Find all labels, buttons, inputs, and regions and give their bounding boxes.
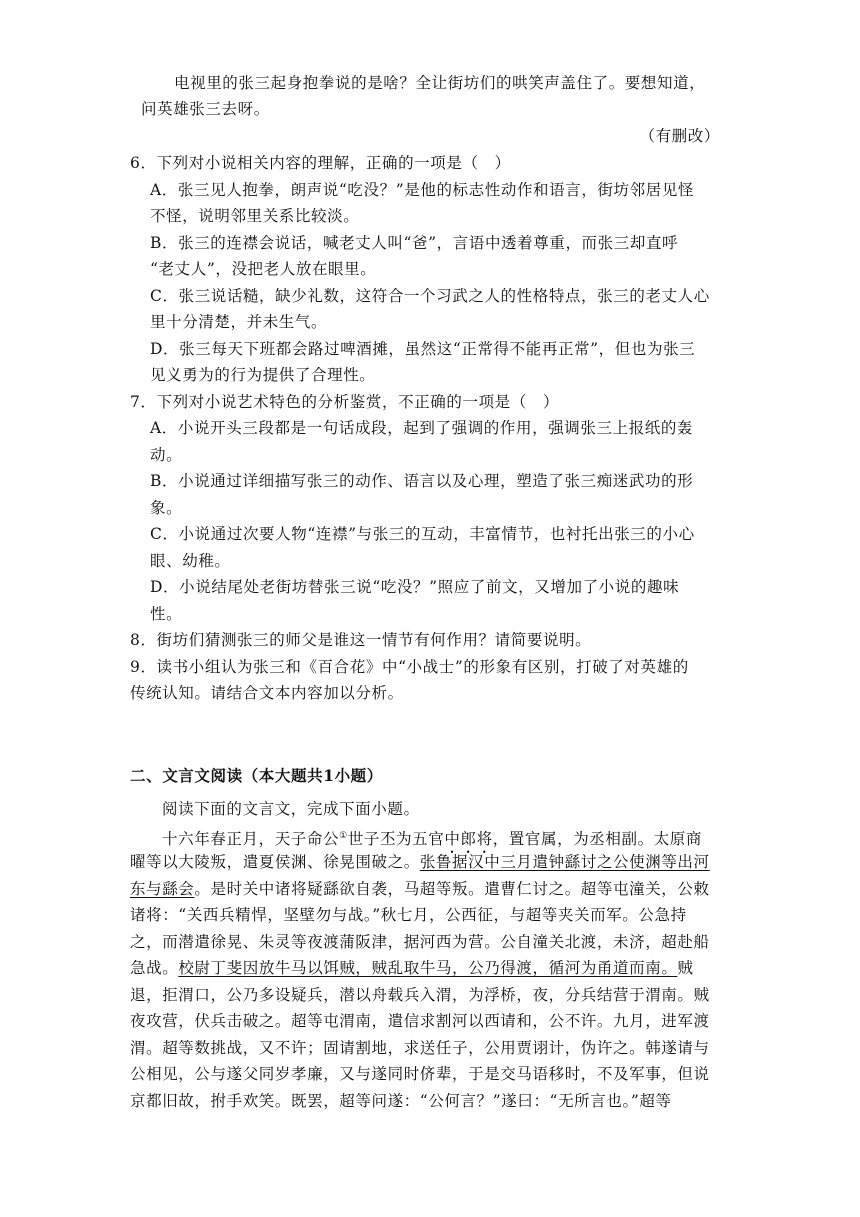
text-segment: 急战。	[130, 959, 179, 977]
text-segment: ，置官属，为丞相副。太原商	[492, 830, 703, 848]
classical-text-line-10: 公相见，公与遂父同岁孝廉，又与遂同时侪辈，于是交马语移时，不及军事，但说	[130, 1065, 710, 1083]
underlined-sentence: 东与繇会	[130, 880, 195, 898]
question-7-option-b-cont: 象。	[150, 499, 183, 517]
question-6-option-b-cont: “老丈人”，没把老人放在眼里。	[150, 260, 377, 278]
story-tail-line-2: 问英雄张三去呀。	[141, 100, 270, 118]
classical-text-line-3	[0, 879, 860, 899]
question-9-line-1: 9．读书小组认为张三和《百合花》中“小战士”的形象有区别，打破了对英雄的	[130, 658, 689, 676]
question-6-option-c: C．张三说话糙，缺少礼数，这符合一个习武之人的性格特点，张三的老丈人心	[150, 287, 710, 305]
question-6-option-a: A．张三见人抱拳，朗声说“吃没？”是他的标志性动作和语言，街坊邻居见怪	[150, 181, 695, 199]
classical-text-line-2	[0, 852, 860, 872]
classical-text-line-8: 夜攻营，伏兵击破之。超等屯渭南，遣信求割河以西请和，公不许。九月，进军渡	[130, 1012, 710, 1030]
question-6-stem: 6．下列对小说相关内容的理解，正确的一项是（ ）	[130, 154, 511, 172]
question-7-option-a: A．小说开头三段都是一句话成段，起到了强调的作用，强调张三上报纸的轰	[150, 419, 694, 437]
text-segment: 贼	[677, 959, 694, 977]
question-7-stem: 7．下列对小说艺术特色的分析鉴赏，不正确的一项是（ ）	[130, 393, 560, 411]
question-7-option-d-cont: 性。	[150, 605, 183, 623]
classical-text-line-5: 之，而潜遣徐晃、朱灵等夜渡蒲阪津，据河西为营。公自潼关北渡，未济，超赴船	[130, 933, 710, 951]
reading-instruction: 阅读下面的文言文，完成下面小题。	[162, 800, 420, 818]
classical-text-line-9: 渭。超等数挑战，又不许；固请割地，求送任子，公用贾诩计，伪许之。韩遂请与	[130, 1039, 710, 1057]
classical-text-line-4: 诸将：“关西兵精悍，坚壁勿与战。”秋七月，公西征，与超等夹关而军。公急持	[130, 906, 687, 924]
text-segment: 十六年春正月，天子命公	[162, 830, 340, 848]
text-segment: 曜等以大陵叛，遣夏侯渊、徐晃围破之。	[130, 853, 420, 871]
emphasized-term: 中郎将	[444, 830, 493, 848]
footnote-marker: ①	[339, 831, 348, 841]
question-6-option-a-cont: 不怪，说明邻里关系比较淡。	[150, 207, 360, 225]
question-7-option-b: B．小说通过详细描写张三的动作、语言以及心理，塑造了张三痴迷武功的形	[150, 472, 694, 490]
question-8: 8．街坊们猜测张三的师父是谁这一情节有何作用？请简要说明。	[130, 631, 592, 649]
text-segment: 。是时关中诸将疑繇欲自袭，马超等叛。遣曹仁讨之。超等屯潼关，公敕	[194, 880, 710, 898]
question-6-option-d: D．张三每天下班都会路过啤酒摊，虽然这“正常得不能再正常”，但也为张三	[150, 340, 696, 358]
question-7-option-c-cont: 眼、幼稚。	[150, 552, 231, 570]
question-7-option-d: D．小说结尾处老街坊替张三说“吃没？”照应了前文，又增加了小说的趣味	[150, 578, 680, 596]
section-2-heading: 二、文言文阅读（本大题共1小题）	[130, 766, 383, 785]
question-7-option-c: C．小说通过次要人物“连襟”与张三的互动，丰富情节，也衬托出张三的小心	[150, 525, 695, 543]
question-6-option-d-cont: 见义勇为的行为提供了合理性。	[150, 366, 376, 384]
story-tail-line-1: 电视里的张三起身抱拳说的是啥？全让街坊们的哄笑声盖住了。要想知道，	[174, 74, 706, 92]
classical-text-line-11: 京都旧故，拊手欢笑。既罢，超等问遂：“公何言？”遂曰：“无所言也。”超等	[130, 1092, 672, 1110]
text-segment: 世子丕为五官	[347, 830, 445, 848]
underlined-sentence: 张鲁据汉中三月遣钟繇讨之公使渊等出河	[419, 853, 710, 871]
edit-note: （有删改）	[639, 127, 720, 145]
classical-text-line-6	[0, 958, 860, 978]
question-6-option-c-cont: 里十分清楚，并未生气。	[150, 313, 328, 331]
question-7-option-a-cont: 动。	[150, 446, 183, 464]
question-9-line-2: 传统认知。请结合文本内容加以分析。	[130, 684, 404, 702]
classical-text-line-7: 退，拒渭口，公乃多设疑兵，潜以舟载兵入渭，为浮桥，夜，分兵结营于渭南。贼	[130, 986, 710, 1004]
question-6-option-b: B．张三的连襟会说话，喊老丈人叫“爸”，言语中透着尊重，而张三却直呼	[150, 234, 679, 252]
underlined-sentence: 校尉丁斐因放牛马以饵贼，贼乱取牛马，公乃得渡，循河为甬道而南。	[178, 959, 678, 977]
